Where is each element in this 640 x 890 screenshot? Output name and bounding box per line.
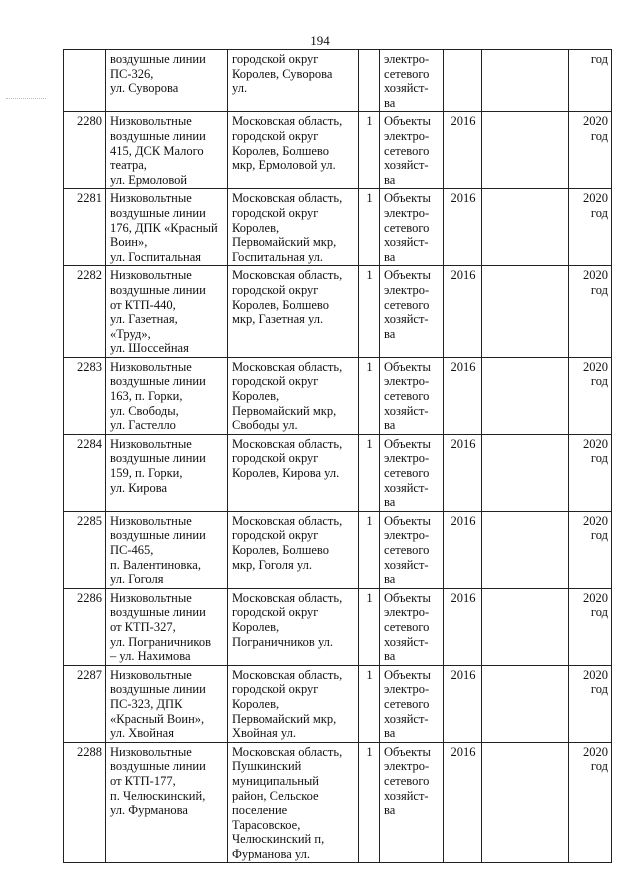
object-year: 2016 xyxy=(444,511,482,588)
table-row xyxy=(64,588,612,665)
deadline: год xyxy=(569,50,612,112)
object-quantity: 1 xyxy=(359,189,380,266)
page-number: 194 xyxy=(310,33,330,48)
object-year: 2016 xyxy=(444,357,482,434)
object-name: Низковольтные воздушные линии от КТП-440, ул. Газетная, «Труд», ул. Шоссейная xyxy=(106,266,228,358)
row-number: 2287 xyxy=(64,665,106,742)
empty-cell xyxy=(482,588,569,665)
table-row xyxy=(64,357,612,434)
empty-cell xyxy=(482,511,569,588)
empty-cell xyxy=(482,357,569,434)
row-number: 2284 xyxy=(64,434,106,511)
empty-cell xyxy=(482,266,569,358)
row-number: 2285 xyxy=(64,511,106,588)
object-type: Объекты электро- сетевого хозяйст- ва xyxy=(380,434,444,511)
object-year: 2016 xyxy=(444,588,482,665)
object-name: Низковольтные воздушные линии 176, ДПК «Красный Воин», ул. Госпитальная xyxy=(106,189,228,266)
deadline: 2020 год xyxy=(569,189,612,266)
object-address: Московская область, городской округ Королев, Первомайский мкр, Свободы ул. xyxy=(228,357,359,434)
object-type: Объекты электро- сетевого хозяйст- ва xyxy=(380,189,444,266)
object-year: 2016 xyxy=(444,266,482,358)
row-number: 2286 xyxy=(64,588,106,665)
deadline: 2020 год xyxy=(569,266,612,358)
object-address: Московская область, городской округ Королев, Первомайский мкр, Хвойная ул. xyxy=(228,665,359,742)
object-name: Низковольтные воздушные линии от КТП-327, ул. Пограничников – ул. Нахимова xyxy=(106,588,228,665)
object-quantity: 1 xyxy=(359,266,380,358)
object-name: Низковольтные воздушные линии от КТП-177, п. Челюскинский, ул. Фурманова xyxy=(106,742,228,863)
object-name: Низковольтные воздушные линии ПС-323, ДПК «Красный Воин», ул. Хвойная xyxy=(106,665,228,742)
deadline: 2020 год xyxy=(569,742,612,863)
row-number: 2281 xyxy=(64,189,106,266)
table-row xyxy=(64,742,612,863)
deadline: 2020 год xyxy=(569,665,612,742)
object-name: Низковольтные воздушные линии 163, п. Горки, ул. Свободы, ул. Гастелло xyxy=(106,357,228,434)
object-name: Низковольтные воздушные линии 159, п. Горки, ул. Кирова xyxy=(106,434,228,511)
object-quantity: 1 xyxy=(359,665,380,742)
object-type: Объекты электро- сетевого хозяйст- ва xyxy=(380,266,444,358)
empty-cell xyxy=(482,434,569,511)
table-row xyxy=(64,112,612,189)
register-table xyxy=(63,49,612,863)
object-year: 2016 xyxy=(444,434,482,511)
deadline: 2020 год xyxy=(569,434,612,511)
row-number: 2282 xyxy=(64,266,106,358)
deadline: 2020 год xyxy=(569,112,612,189)
object-year xyxy=(444,50,482,112)
object-year: 2016 xyxy=(444,112,482,189)
row-number: 2283 xyxy=(64,357,106,434)
object-address: Московская область, городской округ Королев, Первомайский мкр, Госпитальная ул. xyxy=(228,189,359,266)
object-name: воздушные линии ПС-326, ул. Суворова xyxy=(106,50,228,112)
object-year: 2016 xyxy=(444,189,482,266)
empty-cell xyxy=(482,189,569,266)
empty-cell xyxy=(482,50,569,112)
table-row xyxy=(64,511,612,588)
object-quantity: 1 xyxy=(359,588,380,665)
object-quantity: 1 xyxy=(359,112,380,189)
object-address: Московская область, городской округ Королев, Болшево мкр, Гоголя ул. xyxy=(228,511,359,588)
object-year: 2016 xyxy=(444,665,482,742)
table-row xyxy=(64,266,612,358)
object-type: Объекты электро- сетевого хозяйст- ва xyxy=(380,742,444,863)
empty-cell xyxy=(482,665,569,742)
object-address: Московская область, Пушкинский муниципальный район, Сельское поселение Тарасовское, Челюскинский п, Фурманова ул. xyxy=(228,742,359,863)
object-address: Московская область, городской округ Королев, Болшево мкр, Газетная ул. xyxy=(228,266,359,358)
object-address: Московская область, городской округ Королев, Кирова ул. xyxy=(228,434,359,511)
table-row xyxy=(64,434,612,511)
object-type: электро- сетевого хозяйст- ва xyxy=(380,50,444,112)
row-number: 2280 xyxy=(64,112,106,189)
object-quantity: 1 xyxy=(359,511,380,588)
object-type: Объекты электро- сетевого хозяйст- ва xyxy=(380,588,444,665)
object-type: Объекты электро- сетевого хозяйст- ва xyxy=(380,112,444,189)
object-year: 2016 xyxy=(444,742,482,863)
deadline: 2020 год xyxy=(569,357,612,434)
table-row xyxy=(64,50,612,112)
scan-artifact xyxy=(6,98,46,107)
object-quantity: 1 xyxy=(359,357,380,434)
table-row xyxy=(64,189,612,266)
object-address: городской округ Королев, Суворова ул. xyxy=(228,50,359,112)
object-quantity xyxy=(359,50,380,112)
object-address: Московская область, городской округ Королев, Болшево мкр, Ермоловой ул. xyxy=(228,112,359,189)
deadline: 2020 год xyxy=(569,588,612,665)
object-quantity: 1 xyxy=(359,434,380,511)
object-type: Объекты электро- сетевого хозяйст- ва xyxy=(380,357,444,434)
table-row xyxy=(64,665,612,742)
object-quantity: 1 xyxy=(359,742,380,863)
row-number: 2288 xyxy=(64,742,106,863)
row-number xyxy=(64,50,106,112)
object-name: Низковольтные воздушные линии ПС-465, п. Валентиновка, ул. Гоголя xyxy=(106,511,228,588)
object-name: Низковольтные воздушные линии 415, ДСК Малого театра, ул. Ермоловой xyxy=(106,112,228,189)
empty-cell xyxy=(482,112,569,189)
object-address: Московская область, городской округ Королев, Пограничников ул. xyxy=(228,588,359,665)
deadline: 2020 год xyxy=(569,511,612,588)
object-type: Объекты электро- сетевого хозяйст- ва xyxy=(380,665,444,742)
empty-cell xyxy=(482,742,569,863)
object-type: Объекты электро- сетевого хозяйст- ва xyxy=(380,511,444,588)
